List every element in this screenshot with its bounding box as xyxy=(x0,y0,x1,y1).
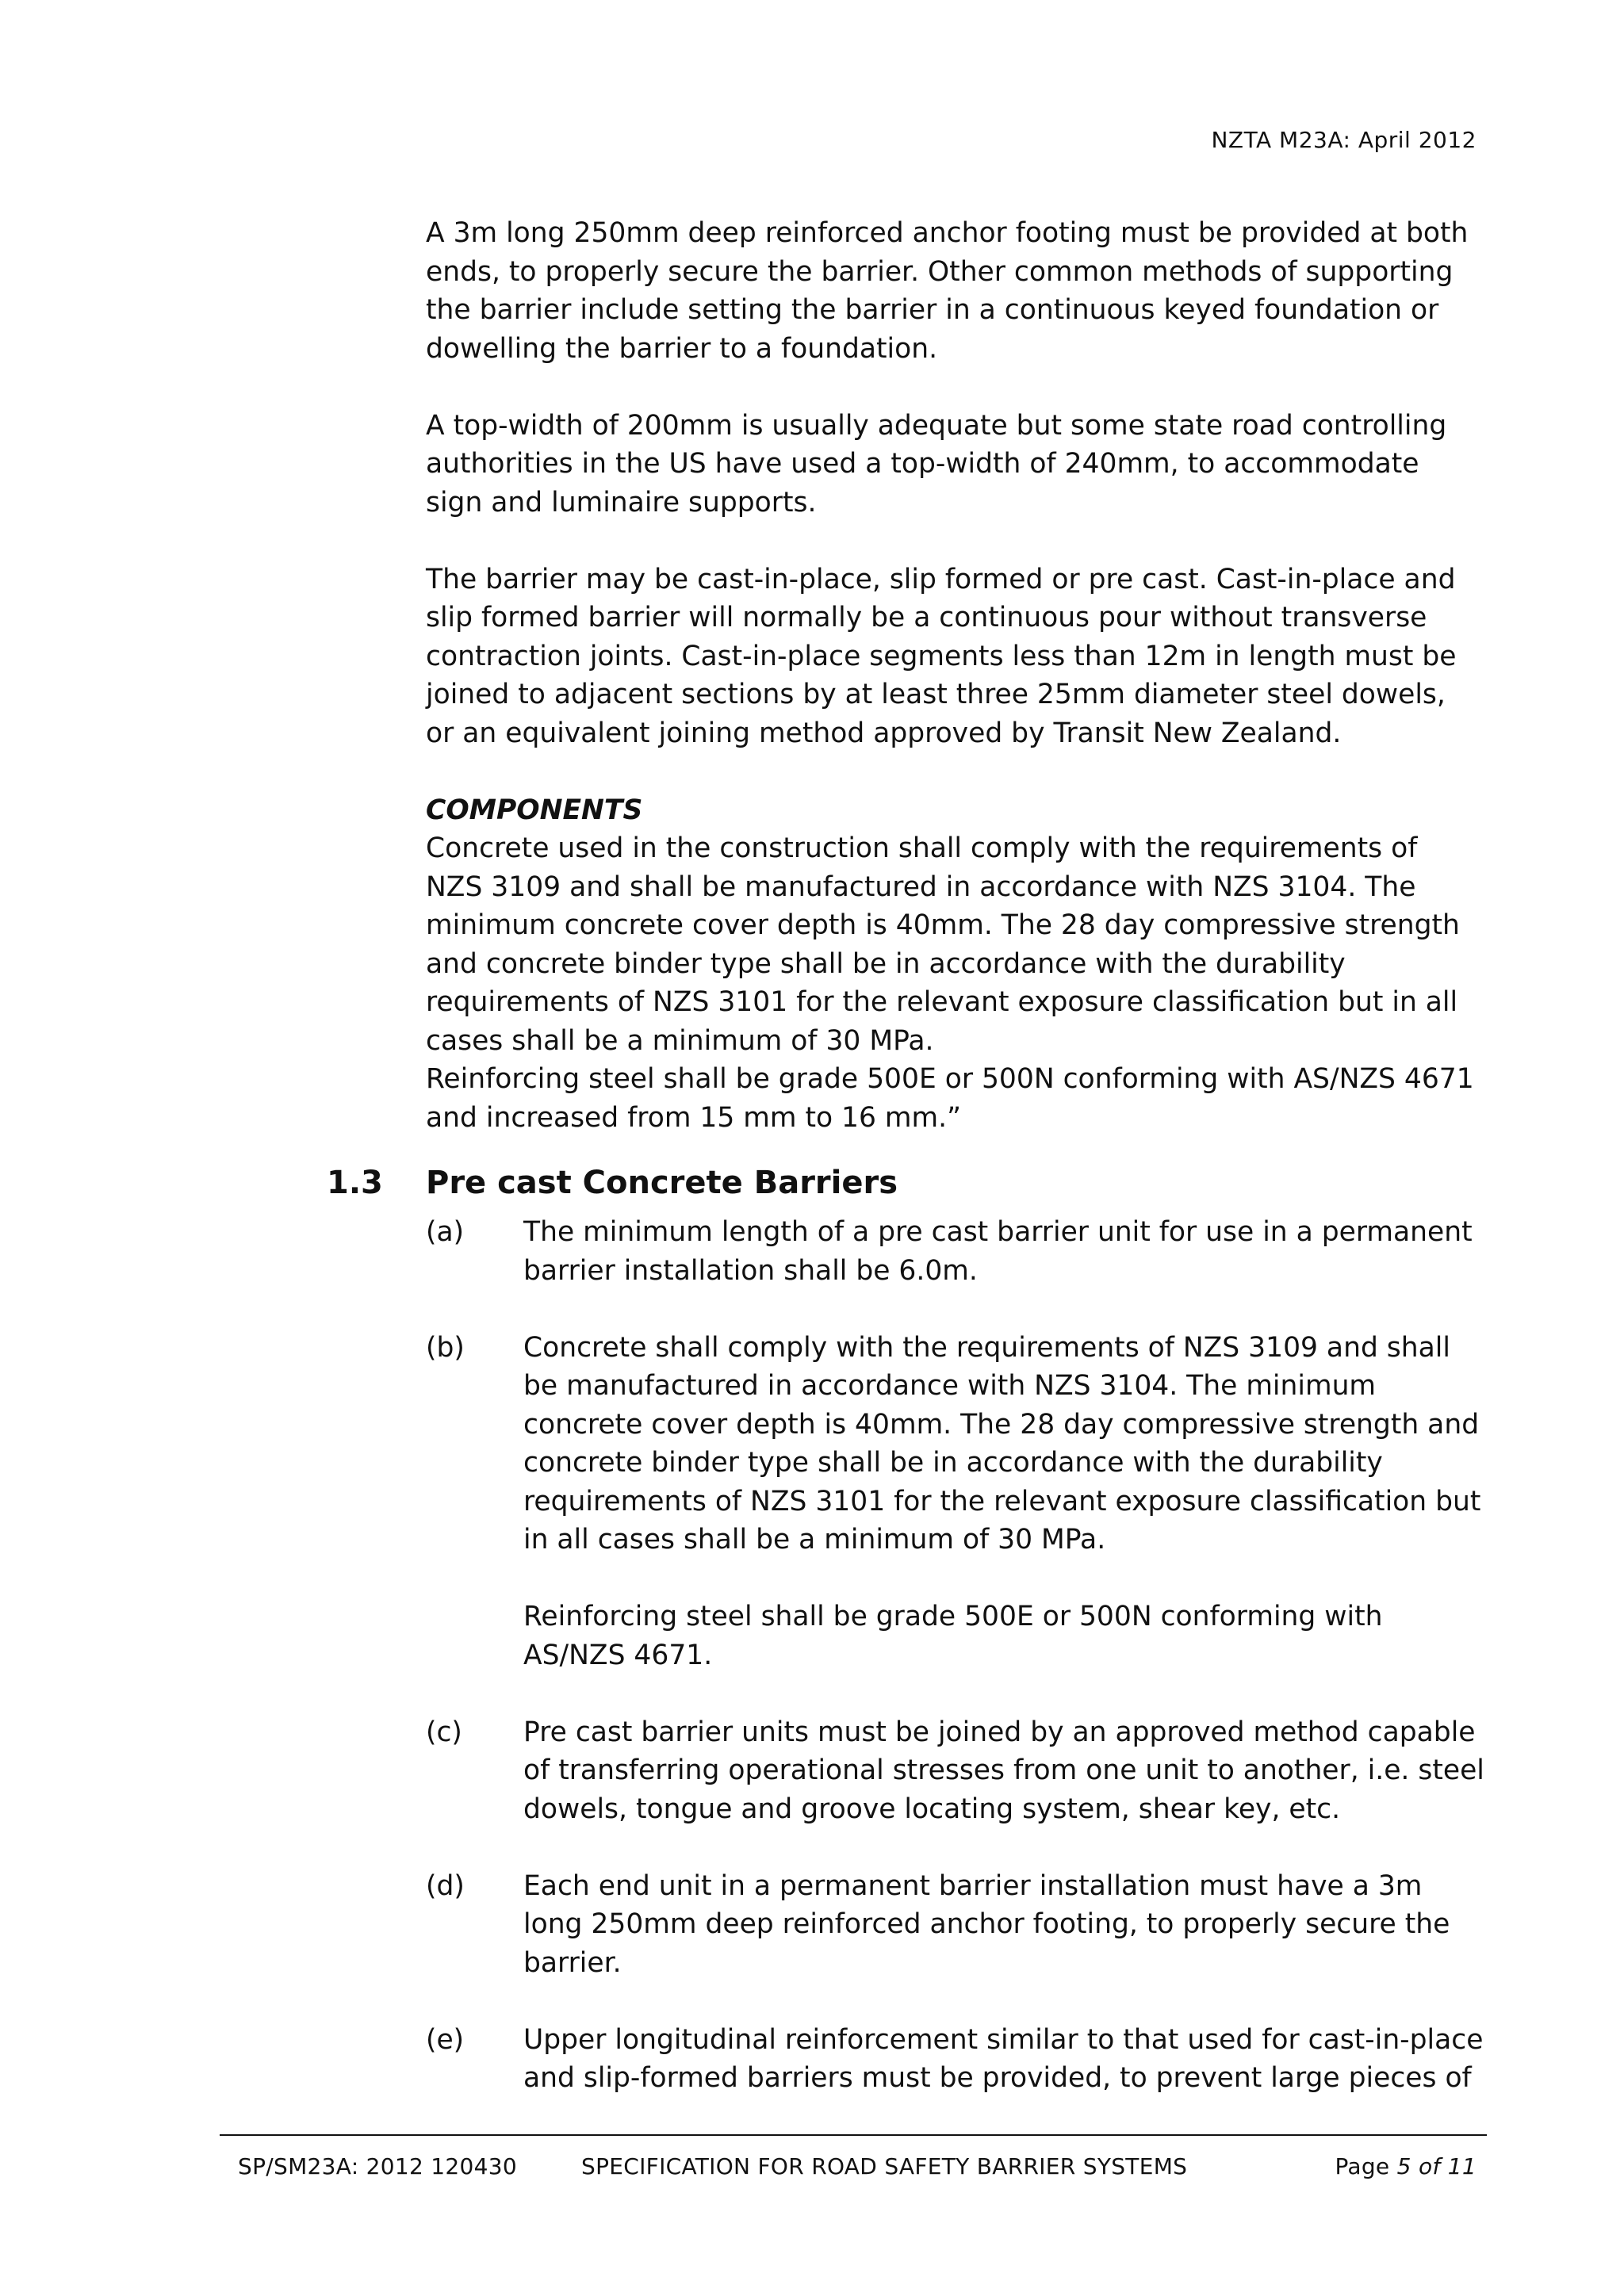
item-label: (e) xyxy=(426,2023,465,2056)
page-number: 5 of 11 xyxy=(1396,2153,1477,2179)
footer-title: SPECIFICATION FOR ROAD SAFETY BARRIER SYSTEMS xyxy=(581,2153,1188,2179)
list-item xyxy=(426,1213,1488,1290)
item-label: (d) xyxy=(426,1869,465,1902)
item-text: Concrete shall comply with the requirements of NZS 3109 and shall be manufactured in accordance with NZS 3104. The minimum concrete cover depth is 40mm. The 28 day compressive strength and concrete binder type shall be in accordance with the durability requirements of NZS 3101 for the relevant exposure classification but in all cases shall be a minimum of 30 MPa. xyxy=(523,1331,1481,1556)
paragraph: The barrier may be cast-in-place, slip formed or pre cast. Cast-in-place and slip formed barrier will normally be a continuous pour without transverse contraction joints. Cast-in-place segments less than 12m in length must be joined to adjacent sections by at least three 25mm diameter steel dowels, or an equivalent joining method approved by Transit New Zealand. xyxy=(426,563,1457,749)
list-item xyxy=(426,2021,1488,2098)
footer-divider xyxy=(220,2134,1487,2136)
list-item xyxy=(426,1329,1488,1675)
list-item xyxy=(426,1867,1488,1983)
list-item xyxy=(426,1713,1488,1829)
item-text: The minimum length of a pre cast barrier unit for use in a permanent barrier installation shall be 6.0m. xyxy=(523,1216,1473,1287)
paragraph: A top-width of 200mm is usually adequate but some state road controlling authorities in the US have used a top-width of 240mm, to accommodate sign and luminaire supports. xyxy=(426,409,1447,519)
footer-page xyxy=(1335,2153,1477,2179)
item-text: Upper longitudinal reinforcement similar to that used for cast-in-place and slip-formed barriers must be provided, to prevent large pieces of xyxy=(523,2023,1484,2094)
clause-list xyxy=(426,1213,1488,2136)
item-label: (c) xyxy=(426,1716,462,1748)
item-label: (a) xyxy=(426,1216,465,1248)
paragraph: Concrete used in the construction shall comply with the requirements of NZS 3109 and shall be manufactured in accordance with NZS 3104. The minimum concrete cover depth is 40mm. The 28 day compressive strength and concrete binder type shall be in accordance with the durability requirements of NZS 3101 for the relevant exposure classification but in all cases shall be a minimum of 30 MPa. xyxy=(426,832,1460,1057)
paragraph: Reinforcing steel shall be grade 500E or 500N conforming with AS/NZS 4671 and increased from 15 mm to 16 mm.” xyxy=(426,1063,1474,1134)
body-text xyxy=(426,214,1480,1137)
paragraph: A 3m long 250mm deep reinforced anchor footing must be provided at both ends, to properly secure the barrier. Other common methods of supporting the barrier include setting the barrier in a continuous keyed foundation or dowelling the barrier to a foundation. xyxy=(426,217,1469,365)
section-number: 1.3 xyxy=(327,1165,383,1201)
item-text: Pre cast barrier units must be joined by an approved method capable of transferring operational stresses from one unit to another, i.e. steel dowels, tongue and groove locating system, shear key, etc. xyxy=(523,1716,1484,1825)
item-text: Each end unit in a permanent barrier installation must have a 3m long 250mm deep reinforced anchor footing, to properly secure the barrier. xyxy=(523,1869,1450,1979)
components-heading: COMPONENTS xyxy=(426,794,643,826)
footer-doc-code: SP/SM23A: 2012 120430 xyxy=(238,2153,517,2179)
item-text: Reinforcing steel shall be grade 500E or 500N conforming with AS/NZS 4671. xyxy=(523,1601,1383,1671)
section-title: Pre cast Concrete Barriers xyxy=(426,1165,898,1201)
running-header: NZTA M23A: April 2012 xyxy=(1211,127,1477,153)
item-label: (b) xyxy=(426,1331,465,1364)
section-heading xyxy=(327,1161,898,1205)
page-prefix: Page xyxy=(1335,2153,1390,2179)
